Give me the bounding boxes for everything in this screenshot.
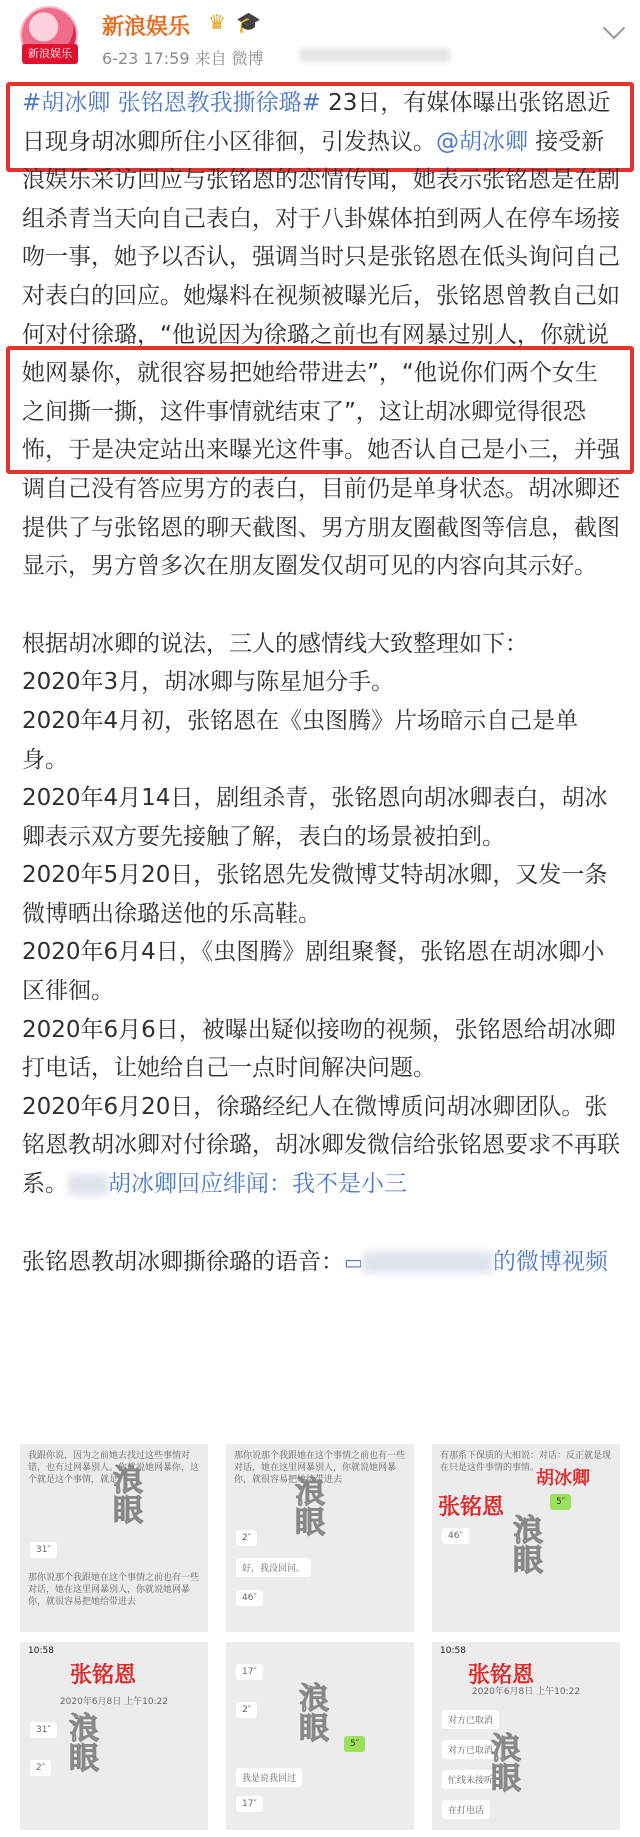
author-name[interactable]: 新浪娱乐 [102,15,191,40]
graduation-cap-icon: 🎓 [236,10,261,34]
image-grid [20,1444,620,1830]
timeline-intro: 根据胡冰卿的说法，三人的感情线大致整理如下： [22,630,528,657]
voice-row [22,1243,620,1282]
blurred-username [363,1251,493,1273]
timeline-item: 2020年4月14日，剧组杀青，张铭恩向胡冰卿表白，胡冰卿表示双方要先接触了解，表白的场景被拍到。 [22,785,608,850]
link-reply-rumor[interactable]: 胡冰卿回应绯闻：我不是小三 [108,1171,407,1198]
grid-image-3[interactable]: 有那系下保质的大相说：对话：反正就是现在只是这件事情的事情。 胡冰卿 张铭恩 5″ 46″ 浪眼 [432,1444,620,1632]
post-header [0,0,640,74]
chevron-down-icon[interactable] [603,17,626,40]
post-text-rest: 接受新浪娱乐采访回应与张铭恩的恋情传闻，她表示张铭恩是在剧组杀青当天向自己表白，对于八卦媒体拍到两人在停车场接吻一事，她予以否认，强调当时只是张铭恩在低头询问自己对表白的回应。她爆料在视频被曝光后，张铭恩曾教自己如何对付徐璐，“他说因为徐璐之前也有网暴过别人，你就说她网暴你，就很容易把她给带进去”，“他说你们两个女生之间撕一撕，这件事情就结束了”，这让胡冰卿觉得很恐怖，于是决定站出来曝光这件事。她否认自己是小三，并强调自己没有答应男方的表白，目前仍是单身状态。胡冰卿还提供了与张铭恩的聊天截图、男方朋友圈截图等信息，截图显示，男方曾多次在朋友圈发仅胡可见的内容向其示好。 [22,128,620,580]
timeline-item: 2020年3月，胡冰卿与陈星旭分手。 [22,669,395,696]
timeline-item-last: 2020年6月20日，徐璐经纪人在微博质问胡冰卿团队。张铭恩教胡冰卿对付徐璐，胡冰卿发微信给张铭恩要求不再联系。 胡冰卿回应绯闻：我不是小三 [22,1093,620,1198]
post-meta: 6-23 17:59 来自 微博 [102,49,264,68]
timeline-item: 2020年6月4日，《虫图腾》剧组聚餐，张铭恩在胡冰卿小区徘徊。 [22,939,605,1005]
grid-image-4[interactable]: 10:58 张铭恩 2020年6月8日 上午10:22 31″ 2″ 浪眼 [20,1642,208,1830]
timeline-item: 2020年4月初，张铭恩在《虫图腾》片场暗示自己是单身。 [22,707,579,773]
timeline-item: 2020年6月6日，被曝出疑似接吻的视频，张铭恩给胡冰卿打电话，让她给自己一点时间解决问题。 [22,1016,616,1082]
blurred-source [300,48,450,62]
post-body [22,84,620,1281]
crown-icon: ♛ [208,10,226,34]
hashtag-topic[interactable]: #胡冰卿 张铭恩教我撕徐璐# [22,90,321,116]
grid-image-1[interactable]: 我跟你说，因为之前她去找过这些事情对错，也有过网暴别人。你就说她网暴你，这个就是这个事情，就是 31″ 那你说那个我跟她在这个事情之前也有一些对话，她在这里网暴别人，你就说她网暴你，就很容易把她给带进去 浪眼 [20,1444,208,1632]
video-link-icon[interactable]: ▭ [344,1249,363,1274]
grid-image-2[interactable]: 那你说那个我跟她在这个事情之前也有一些对话，她在这里网暴别人，你就说她网暴你，就很容易把她给带进去 2″ 好，我没回问。 46″ 浪眼 [226,1444,414,1632]
grid-image-6[interactable]: 10:58 张铭恩 2020年6月8日 上午10:22 对方已取消 对方已取消 忙线未接听 在打电话 浪眼 [432,1642,620,1830]
post-paragraph-1 [22,84,620,586]
timeline-item: 2020年5月20日，张铭恩先发微博艾特胡冰卿，又发一条微博晒出徐璐送他的乐高鞋。 [22,862,608,927]
voice-label: 张铭恩教胡冰卿撕徐璐的语音： [22,1248,344,1275]
avatar-badge: 新浪娱乐 [22,44,78,64]
post-text: 23日，有媒体曝出张铭恩近日现身胡冰卿所住小区徘徊，引发热议。 [22,90,611,155]
grid-image-5[interactable]: 17″ 2″ 5″ 我是说我回过 17″ 浪眼 [226,1642,414,1830]
mention-link[interactable]: @胡冰卿 [436,128,528,155]
video-link[interactable]: 的微博视频 [492,1248,608,1275]
